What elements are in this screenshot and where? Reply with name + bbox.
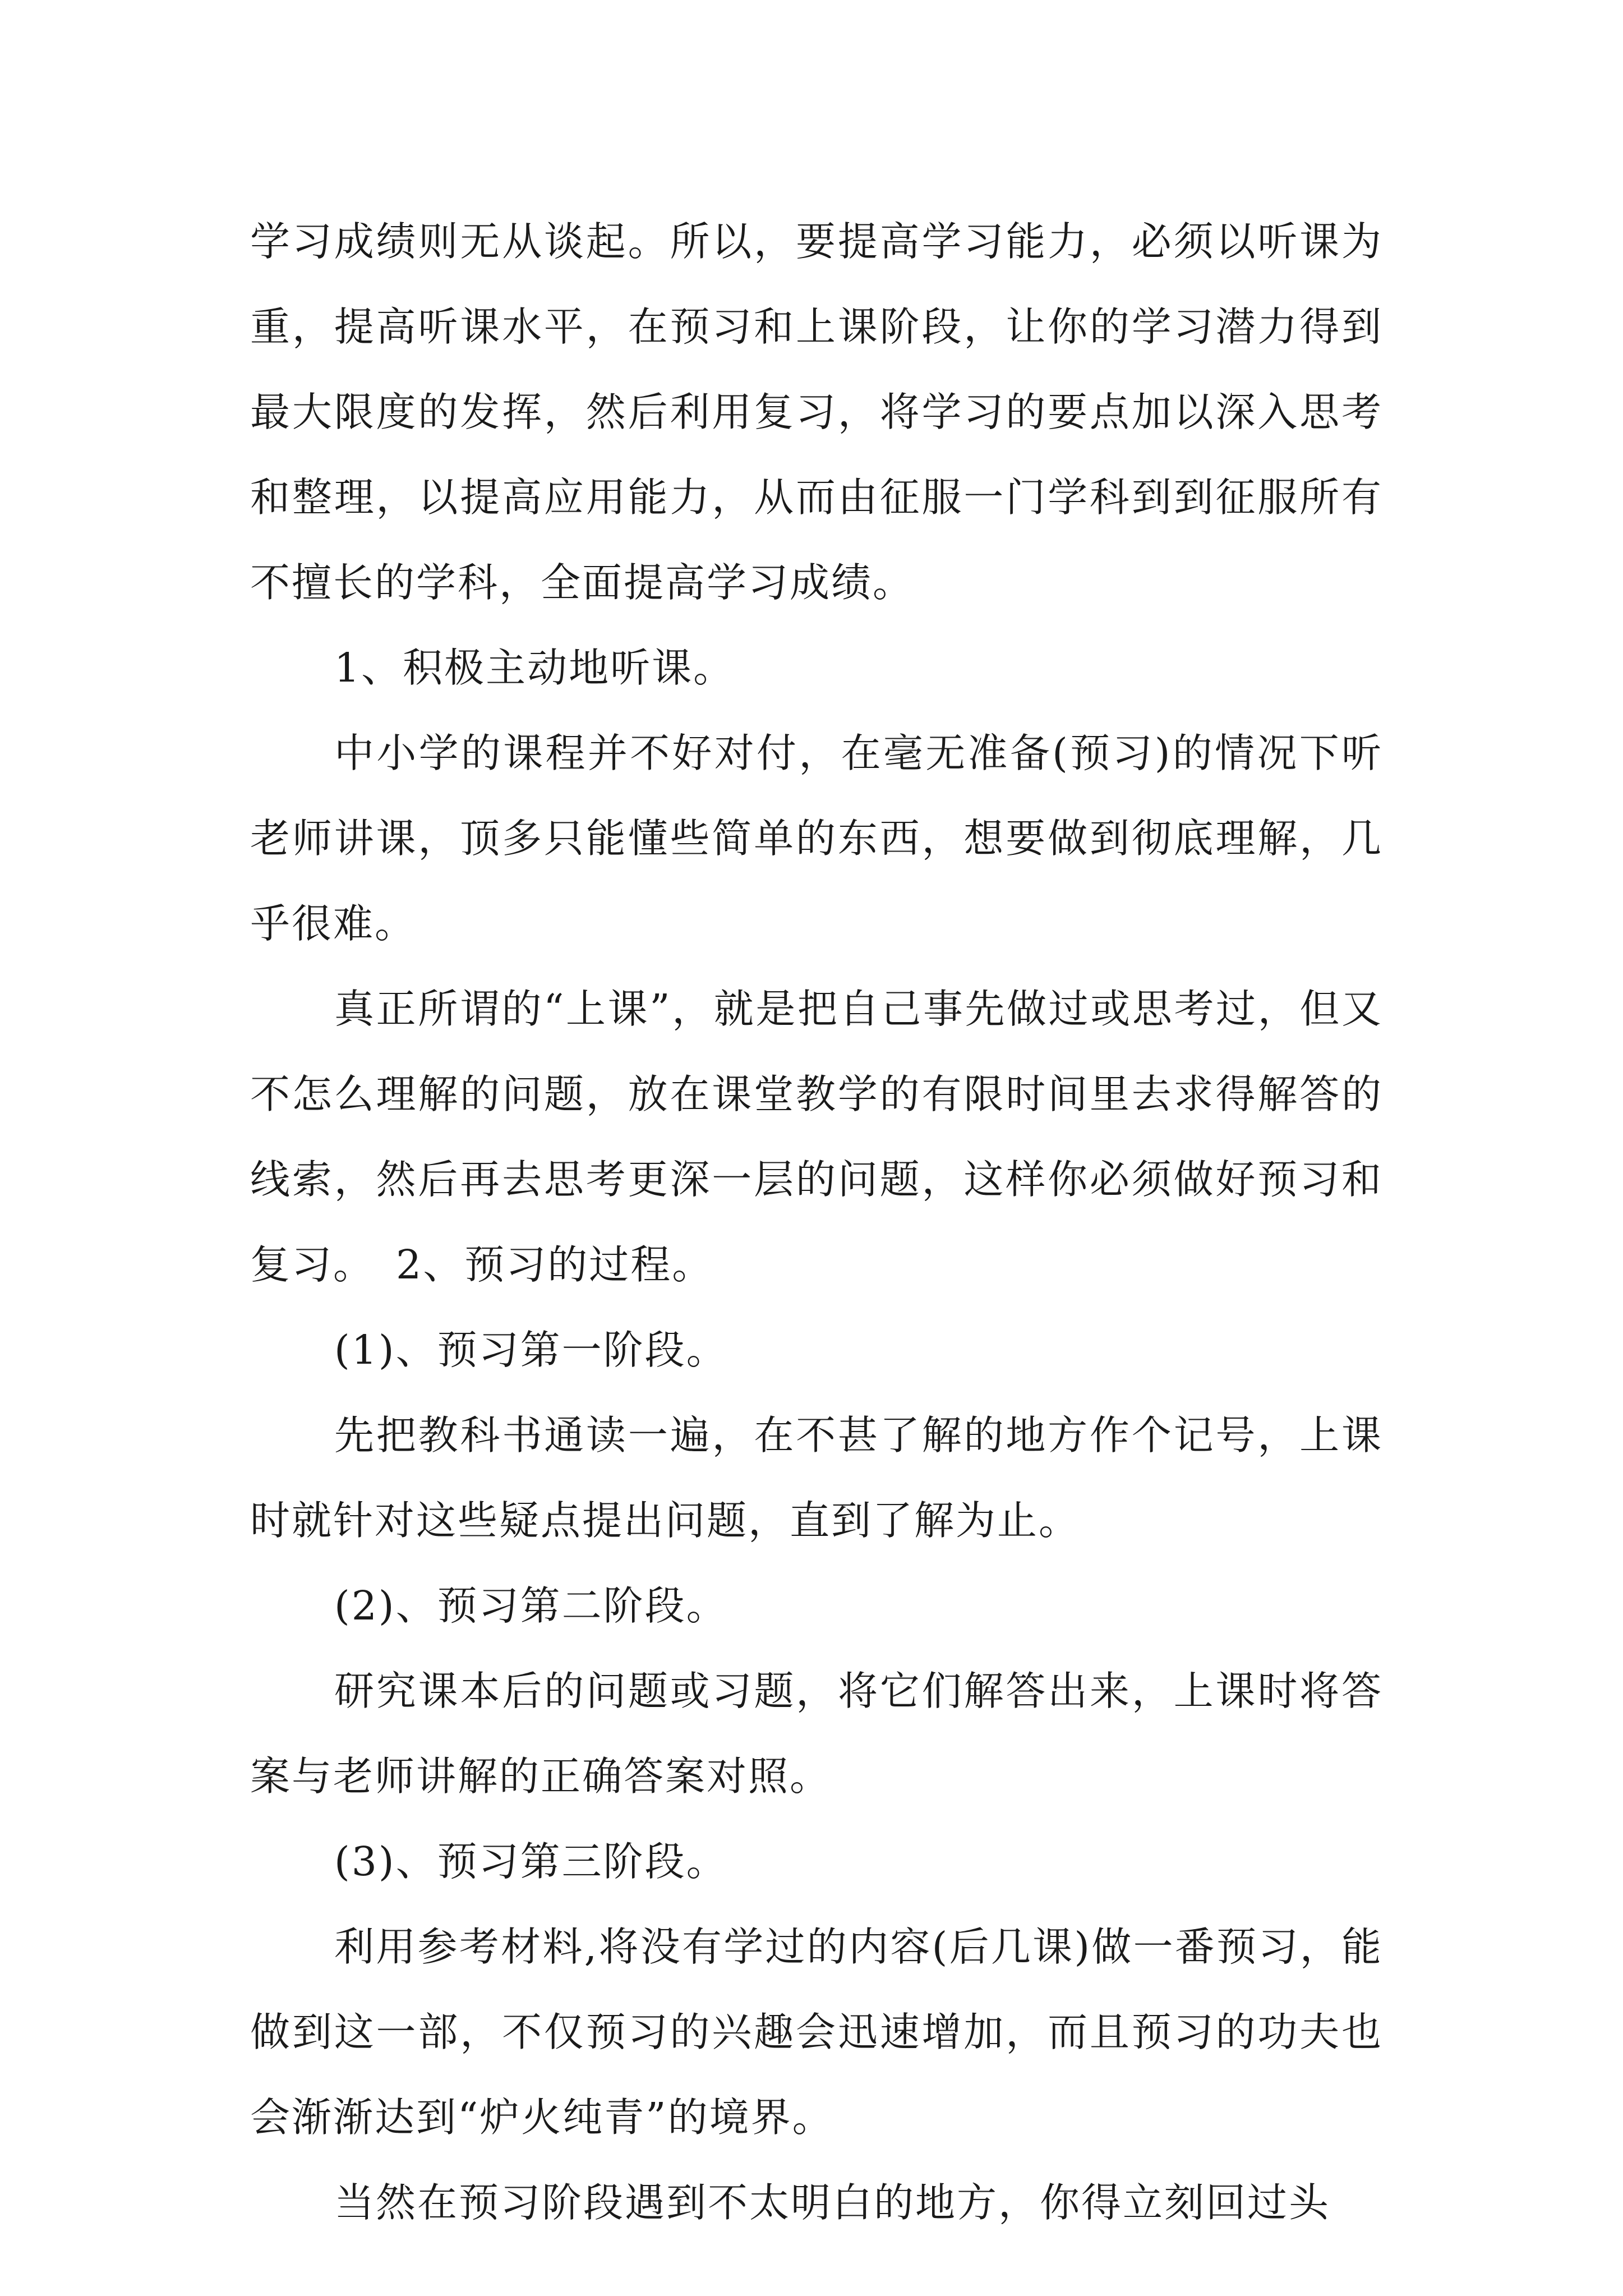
paragraph-continuation xyxy=(250,199,1383,625)
paragraph-text: (2)、预习第二阶段。 xyxy=(334,1582,728,1629)
body-text xyxy=(250,199,1383,2246)
paragraph-text: 中小学的课程并不好对付，在毫无准备(预习)的情况下听老师讲课，顶多只能懂些简单的东西，想要做到彻底理解，几乎很难。 xyxy=(250,730,1383,947)
paragraph-text: 当然在预习阶段遇到不太明白的地方，你得立刻回过头 xyxy=(334,2179,1331,2226)
paragraph-heading-stage-2 xyxy=(250,1563,1383,1649)
paragraph xyxy=(250,711,1383,967)
paragraph xyxy=(250,1393,1383,1563)
paragraph-heading-stage-1 xyxy=(250,1308,1383,1393)
paragraph-text: 学习成绩则无从谈起。所以，要提高学习能力，必须以听课为重，提高听课水平，在预习和上课阶段，让你的学习潜力得到最大限度的发挥，然后利用复习，将学习的要点加以深入思考和整理，以提高应用能力，从而由征服一门学科到到征服所有不擅长的学科，全面提高学习成绩。 xyxy=(250,218,1383,606)
paragraph-text: (3)、预习第三阶段。 xyxy=(334,1838,728,1885)
inline-heading-preview-process: 2、预习的过程。 xyxy=(396,1241,714,1288)
paragraph-truncated xyxy=(250,2160,1383,2246)
paragraph-text: 真正所谓的“上课”，就是把自己事先做过或思考过，但又不怎么理解的问题，放在课堂教学的有限时间里去求得解答的线索，然后再去思考更深一层的问题，这样你必须做好预习和复习。 xyxy=(250,986,1383,1288)
paragraph xyxy=(250,1904,1383,2160)
paragraph-text: 1、积极主动地听课。 xyxy=(334,645,735,691)
paragraph xyxy=(250,967,1383,1308)
paragraph xyxy=(250,1649,1383,1819)
paragraph-text: (1)、预习第一阶段。 xyxy=(334,1327,728,1373)
paragraph-text: 研究课本后的问题或习题，将它们解答出来，上课时将答案与老师讲解的正确答案对照。 xyxy=(250,1668,1383,1800)
paragraph-text: 利用参考材料,将没有学过的内容(后几课)做一番预习，能做到这一部，不仅预习的兴趣会迅速增加，而且预习的功夫也会渐渐达到“炉火纯青”的境界。 xyxy=(250,1924,1383,2141)
paragraph-text: 先把教科书通读一遍，在不甚了解的地方作个记号，上课时就针对这些疑点提出问题，直到了解为止。 xyxy=(250,1412,1383,1544)
paragraph-heading-stage-3 xyxy=(250,1819,1383,1904)
paragraph-heading-listening xyxy=(250,625,1383,711)
